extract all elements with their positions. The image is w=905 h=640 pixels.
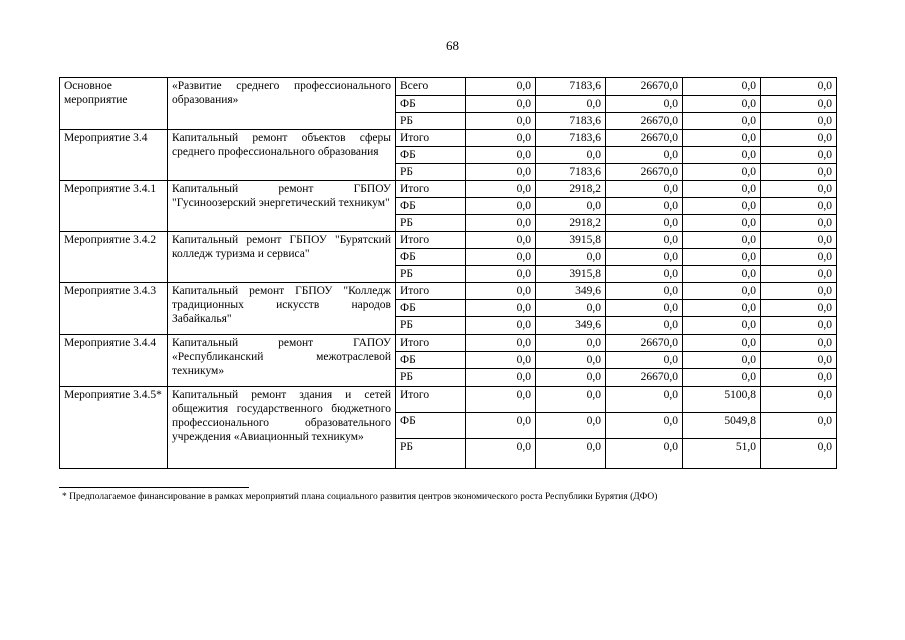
funding-source-cell: Итого <box>396 335 466 352</box>
funding-source-cell: РБ <box>396 369 466 387</box>
amount-cell: 0,0 <box>466 215 536 232</box>
amount-cell: 0,0 <box>536 369 606 387</box>
amount-cell: 0,0 <box>683 164 761 181</box>
amount-cell: 0,0 <box>761 113 837 130</box>
amount-cell: 0,0 <box>683 335 761 352</box>
amount-cell: 0,0 <box>761 369 837 387</box>
funding-source-cell: РБ <box>396 113 466 130</box>
amount-cell: 0,0 <box>761 352 837 369</box>
amount-cell: 7183,6 <box>536 130 606 147</box>
amount-cell: 0,0 <box>466 335 536 352</box>
funding-source-cell: РБ <box>396 215 466 232</box>
funding-source-cell: ФБ <box>396 413 466 439</box>
amount-cell: 2918,2 <box>536 215 606 232</box>
amount-cell: 26670,0 <box>606 130 683 147</box>
amount-cell: 7183,6 <box>536 113 606 130</box>
amount-cell: 0,0 <box>761 232 837 249</box>
amount-cell: 0,0 <box>683 96 761 113</box>
amount-cell: 0,0 <box>536 300 606 317</box>
amount-cell: 0,0 <box>466 181 536 198</box>
funding-source-cell: Итого <box>396 232 466 249</box>
table-row <box>60 335 837 352</box>
amount-cell: 0,0 <box>536 198 606 215</box>
amount-cell: 0,0 <box>606 283 683 300</box>
amount-cell: 0,0 <box>683 317 761 335</box>
amount-cell: 0,0 <box>683 181 761 198</box>
funding-source-cell: РБ <box>396 317 466 335</box>
amount-cell: 0,0 <box>466 113 536 130</box>
event-description-cell: Капитальный ремонт ГАПОУ «Республиканский межотраслевой техникум» <box>168 335 396 387</box>
footnote-divider <box>59 487 249 488</box>
budget-table <box>59 77 837 469</box>
funding-source-cell: Всего <box>396 78 466 96</box>
amount-cell: 0,0 <box>466 164 536 181</box>
amount-cell: 0,0 <box>683 130 761 147</box>
funding-source-cell: Итого <box>396 181 466 198</box>
amount-cell: 7183,6 <box>536 164 606 181</box>
funding-source-cell: ФБ <box>396 352 466 369</box>
amount-cell: 26670,0 <box>606 78 683 96</box>
amount-cell: 0,0 <box>761 198 837 215</box>
amount-cell: 0,0 <box>536 387 606 413</box>
amount-cell: 0,0 <box>606 266 683 283</box>
funding-source-cell: ФБ <box>396 96 466 113</box>
amount-cell: 0,0 <box>683 283 761 300</box>
amount-cell: 26670,0 <box>606 113 683 130</box>
funding-source-cell: Итого <box>396 283 466 300</box>
event-description-cell: Капитальный ремонт ГБПОУ "Гусиноозерский энергетический техникум" <box>168 181 396 232</box>
amount-cell: 0,0 <box>683 147 761 164</box>
amount-cell: 0,0 <box>683 249 761 266</box>
amount-cell: 0,0 <box>761 413 837 439</box>
amount-cell: 0,0 <box>761 249 837 266</box>
funding-source-cell: ФБ <box>396 300 466 317</box>
event-description-cell: Капитальный ремонт здания и сетей общежития государственного бюджетного профессионального образовательного учреждения «Авиационный техникум» <box>168 387 396 469</box>
amount-cell: 26670,0 <box>606 335 683 352</box>
amount-cell: 0,0 <box>761 317 837 335</box>
amount-cell: 0,0 <box>606 181 683 198</box>
event-name-cell: Мероприятие 3.4.4 <box>60 335 168 387</box>
amount-cell: 0,0 <box>606 387 683 413</box>
amount-cell: 0,0 <box>683 78 761 96</box>
amount-cell: 3915,8 <box>536 266 606 283</box>
amount-cell: 0,0 <box>761 181 837 198</box>
amount-cell: 7183,6 <box>536 78 606 96</box>
amount-cell: 0,0 <box>536 249 606 266</box>
event-name-cell: Мероприятие 3.4.3 <box>60 283 168 335</box>
event-name-cell: Мероприятие 3.4.1 <box>60 181 168 232</box>
event-name-cell: Мероприятие 3.4.5* <box>60 387 168 469</box>
amount-cell: 51,0 <box>683 439 761 469</box>
table-row <box>60 78 837 96</box>
amount-cell: 0,0 <box>606 439 683 469</box>
amount-cell: 349,6 <box>536 283 606 300</box>
event-description-cell: «Развитие среднего профессионального образования» <box>168 78 396 130</box>
amount-cell: 0,0 <box>466 439 536 469</box>
amount-cell: 0,0 <box>683 352 761 369</box>
amount-cell: 0,0 <box>761 96 837 113</box>
table-row <box>60 232 837 249</box>
amount-cell: 0,0 <box>466 352 536 369</box>
amount-cell: 0,0 <box>606 300 683 317</box>
amount-cell: 0,0 <box>761 130 837 147</box>
amount-cell: 0,0 <box>606 232 683 249</box>
amount-cell: 26670,0 <box>606 164 683 181</box>
amount-cell: 349,6 <box>536 317 606 335</box>
amount-cell: 0,0 <box>606 249 683 266</box>
amount-cell: 0,0 <box>466 130 536 147</box>
amount-cell: 0,0 <box>683 198 761 215</box>
amount-cell: 0,0 <box>761 215 837 232</box>
amount-cell: 0,0 <box>761 283 837 300</box>
funding-source-cell: ФБ <box>396 198 466 215</box>
amount-cell: 0,0 <box>606 317 683 335</box>
amount-cell: 0,0 <box>761 387 837 413</box>
event-name-cell: Мероприятие 3.4 <box>60 130 168 181</box>
footnote: * Предполагаемое финансирование в рамках мероприятий плана социального развития центров экономического роста Республики Бурятия (ДФО) <box>62 492 658 502</box>
amount-cell: 5049,8 <box>683 413 761 439</box>
amount-cell: 0,0 <box>466 198 536 215</box>
funding-source-cell: Итого <box>396 387 466 413</box>
amount-cell: 0,0 <box>606 96 683 113</box>
amount-cell: 0,0 <box>466 96 536 113</box>
table-row <box>60 283 837 300</box>
amount-cell: 0,0 <box>536 352 606 369</box>
funding-source-cell: ФБ <box>396 147 466 164</box>
amount-cell: 0,0 <box>683 215 761 232</box>
amount-cell: 0,0 <box>466 369 536 387</box>
amount-cell: 0,0 <box>606 413 683 439</box>
amount-cell: 0,0 <box>536 335 606 352</box>
funding-source-cell: РБ <box>396 164 466 181</box>
amount-cell: 0,0 <box>761 266 837 283</box>
amount-cell: 0,0 <box>683 300 761 317</box>
amount-cell: 5100,8 <box>683 387 761 413</box>
table-row <box>60 181 837 198</box>
event-description-cell: Капитальный ремонт объектов сферы среднего профессионального образования <box>168 130 396 181</box>
funding-source-cell: РБ <box>396 439 466 469</box>
page-number: 68 <box>446 38 459 53</box>
amount-cell: 0,0 <box>466 283 536 300</box>
funding-source-cell: РБ <box>396 266 466 283</box>
amount-cell: 26670,0 <box>606 369 683 387</box>
event-description-cell: Капитальный ремонт ГБПОУ "Колледж традиционных искусств народов Забайкалья" <box>168 283 396 335</box>
amount-cell: 0,0 <box>466 300 536 317</box>
amount-cell: 0,0 <box>466 78 536 96</box>
amount-cell: 0,0 <box>466 147 536 164</box>
amount-cell: 0,0 <box>606 147 683 164</box>
amount-cell: 0,0 <box>606 352 683 369</box>
amount-cell: 0,0 <box>606 198 683 215</box>
amount-cell: 0,0 <box>761 439 837 469</box>
amount-cell: 0,0 <box>761 335 837 352</box>
amount-cell: 0,0 <box>761 147 837 164</box>
amount-cell: 0,0 <box>536 439 606 469</box>
amount-cell: 0,0 <box>606 215 683 232</box>
event-description-cell: Капитальный ремонт ГБПОУ "Бурятский колледж туризма и сервиса" <box>168 232 396 283</box>
event-name-cell: Мероприятие 3.4.2 <box>60 232 168 283</box>
amount-cell: 0,0 <box>761 164 837 181</box>
amount-cell: 0,0 <box>683 232 761 249</box>
event-name-cell: Основное мероприятие <box>60 78 168 130</box>
amount-cell: 0,0 <box>466 317 536 335</box>
amount-cell: 0,0 <box>761 300 837 317</box>
table-row <box>60 130 837 147</box>
amount-cell: 0,0 <box>683 113 761 130</box>
amount-cell: 0,0 <box>683 266 761 283</box>
amount-cell: 0,0 <box>761 78 837 96</box>
amount-cell: 0,0 <box>536 413 606 439</box>
funding-source-cell: Итого <box>396 130 466 147</box>
amount-cell: 0,0 <box>466 266 536 283</box>
amount-cell: 0,0 <box>683 369 761 387</box>
funding-source-cell: ФБ <box>396 249 466 266</box>
amount-cell: 3915,8 <box>536 232 606 249</box>
amount-cell: 0,0 <box>466 232 536 249</box>
amount-cell: 2918,2 <box>536 181 606 198</box>
table-row <box>60 387 837 413</box>
amount-cell: 0,0 <box>536 96 606 113</box>
amount-cell: 0,0 <box>536 147 606 164</box>
amount-cell: 0,0 <box>466 387 536 413</box>
amount-cell: 0,0 <box>466 413 536 439</box>
amount-cell: 0,0 <box>466 249 536 266</box>
